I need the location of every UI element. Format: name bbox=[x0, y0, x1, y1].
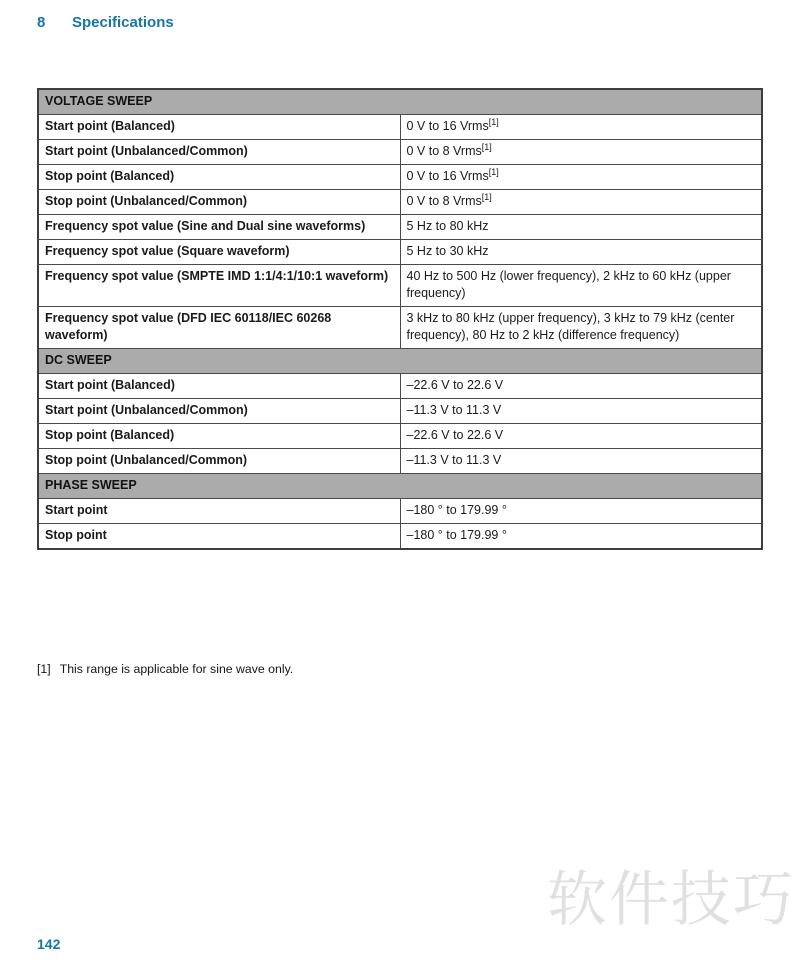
spec-row bbox=[38, 424, 762, 449]
section-header-row bbox=[38, 474, 762, 499]
spec-row bbox=[38, 307, 762, 349]
footnote-ref: [1] bbox=[481, 191, 492, 202]
chapter-header bbox=[37, 14, 174, 31]
section-header: DC SWEEP bbox=[38, 349, 762, 374]
spec-label: Stop point (Unbalanced/Common) bbox=[38, 190, 400, 215]
spec-row bbox=[38, 190, 762, 215]
spec-row bbox=[38, 215, 762, 240]
spec-value: –180 ° to 179.99 ° bbox=[400, 499, 762, 524]
footnote-marker: [1] bbox=[37, 662, 51, 676]
chapter-title: Specifications bbox=[72, 14, 174, 31]
spec-label: Start point (Unbalanced/Common) bbox=[38, 140, 400, 165]
footnote-text: This range is applicable for sine wave only. bbox=[59, 662, 294, 676]
section-header: PHASE SWEEP bbox=[38, 474, 762, 499]
specifications-table bbox=[37, 88, 763, 550]
spec-label: Frequency spot value (Square waveform) bbox=[38, 240, 400, 265]
spec-label: Stop point (Balanced) bbox=[38, 424, 400, 449]
spec-row bbox=[38, 240, 762, 265]
spec-value: 3 kHz to 80 kHz (upper frequency), 3 kHz to 79 kHz (center frequency), 80 Hz to 2 kHz (difference frequency) bbox=[400, 307, 762, 349]
footnote-ref: [1] bbox=[488, 116, 499, 127]
spec-label: Frequency spot value (DFD IEC 60118/IEC 60268 waveform) bbox=[38, 307, 400, 349]
spec-value: 0 V to 16 Vrms[1] bbox=[400, 165, 762, 190]
spec-label: Start point (Balanced) bbox=[38, 374, 400, 399]
spec-row bbox=[38, 374, 762, 399]
spec-label: Start point bbox=[38, 499, 400, 524]
chapter-number: 8 bbox=[37, 14, 46, 31]
spec-value: 0 V to 8 Vrms[1] bbox=[400, 190, 762, 215]
spec-row bbox=[38, 165, 762, 190]
spec-value: 5 Hz to 30 kHz bbox=[400, 240, 762, 265]
spec-label: Frequency spot value (Sine and Dual sine waveforms) bbox=[38, 215, 400, 240]
footnote-ref: [1] bbox=[481, 141, 492, 152]
spec-value: 40 Hz to 500 Hz (lower frequency), 2 kHz to 60 kHz (upper frequency) bbox=[400, 265, 762, 307]
spec-label: Stop point (Unbalanced/Common) bbox=[38, 449, 400, 474]
spec-value: –180 ° to 179.99 ° bbox=[400, 524, 762, 550]
spec-row bbox=[38, 140, 762, 165]
spec-value: 0 V to 16 Vrms[1] bbox=[400, 115, 762, 140]
section-header-row bbox=[38, 89, 762, 115]
spec-label: Start point (Unbalanced/Common) bbox=[38, 399, 400, 424]
page-number: 142 bbox=[37, 936, 61, 952]
spec-row bbox=[38, 524, 762, 550]
spec-row bbox=[38, 449, 762, 474]
footnote bbox=[37, 662, 293, 676]
spec-label: Frequency spot value (SMPTE IMD 1:1/4:1/10:1 waveform) bbox=[38, 265, 400, 307]
spec-value: –22.6 V to 22.6 V bbox=[400, 424, 762, 449]
spec-label: Stop point (Balanced) bbox=[38, 165, 400, 190]
spec-label: Start point (Balanced) bbox=[38, 115, 400, 140]
watermark-text: 软件技巧 bbox=[547, 866, 795, 933]
spec-label: Stop point bbox=[38, 524, 400, 550]
spec-row bbox=[38, 115, 762, 140]
spec-value: –22.6 V to 22.6 V bbox=[400, 374, 762, 399]
spec-value: –11.3 V to 11.3 V bbox=[400, 449, 762, 474]
spec-row bbox=[38, 499, 762, 524]
spec-value: 5 Hz to 80 kHz bbox=[400, 215, 762, 240]
spec-value: –11.3 V to 11.3 V bbox=[400, 399, 762, 424]
section-header-row bbox=[38, 349, 762, 374]
spec-row bbox=[38, 265, 762, 307]
spec-value: 0 V to 8 Vrms[1] bbox=[400, 140, 762, 165]
footnote-ref: [1] bbox=[488, 166, 499, 177]
section-header: VOLTAGE SWEEP bbox=[38, 89, 762, 115]
spec-table-body bbox=[38, 89, 762, 549]
spec-row bbox=[38, 399, 762, 424]
